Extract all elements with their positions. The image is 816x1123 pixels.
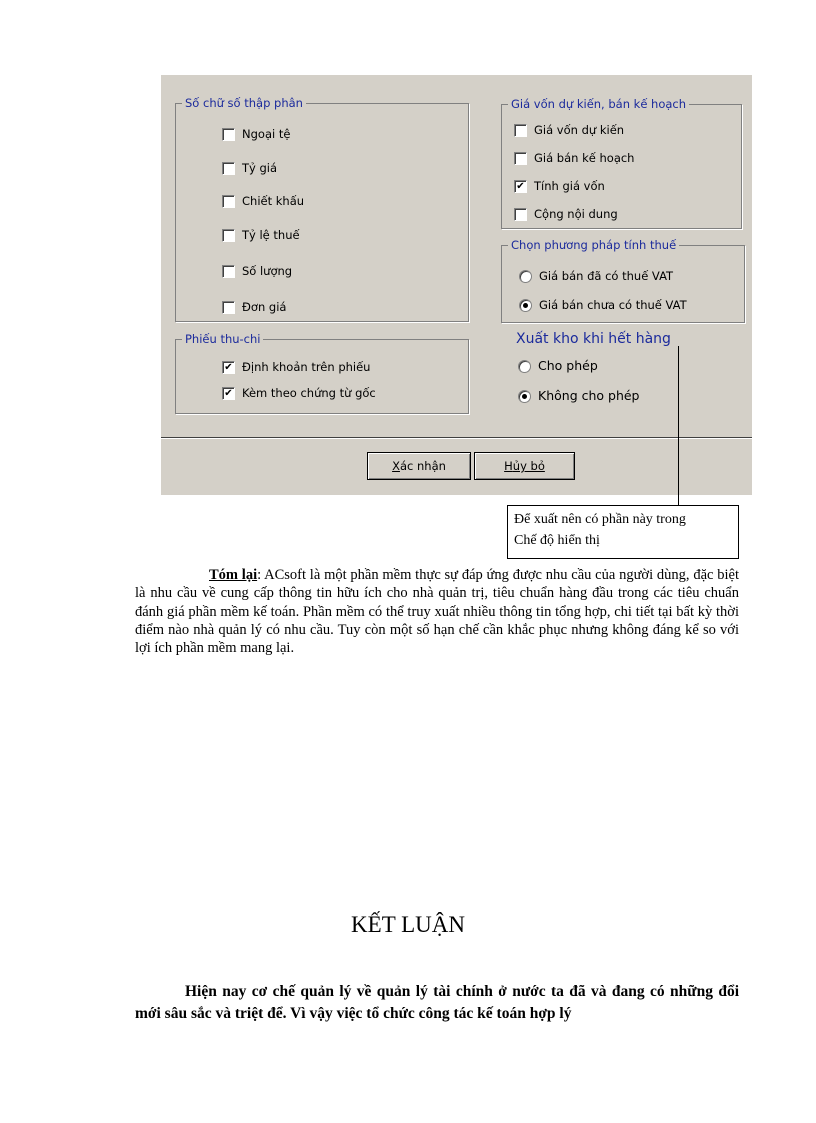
confirm-button[interactable] <box>367 452 471 480</box>
options-dialog <box>161 75 752 495</box>
checkbox-discount[interactable] <box>222 194 304 208</box>
dialog-separator <box>161 437 752 439</box>
callout-note <box>507 505 739 559</box>
checkbox-label: Giá bán kế hoạch <box>534 151 635 165</box>
checkbox-quantity[interactable] <box>222 264 292 278</box>
checkbox-planned-price[interactable] <box>514 151 634 165</box>
voucher-group <box>175 332 469 414</box>
cancel-accelerator: H <box>504 459 513 473</box>
checkbox-posting-on-voucher[interactable] <box>222 360 370 374</box>
checkbox-box[interactable] <box>222 162 235 175</box>
checkbox-label: Giá vốn dự kiến <box>534 123 625 137</box>
checkbox-label: Đơn giá <box>242 300 287 314</box>
confirm-accelerator: X <box>392 459 400 473</box>
radio-price-without-vat[interactable] <box>519 298 687 312</box>
decimal-places-group <box>175 96 469 322</box>
callout-line-1: Để xuất nên có phần này trong <box>514 512 686 527</box>
summary-text: : ACsoft là một phần mềm thực sự đáp ứng được nhu cầu của người dùng, đặc biệt là nhu cầu về cung cấp thông tin hữu ích cho nhà quản trị, tiêu chuẩn hàng đầu trong các tiêu chuẩn đánh giá phần mềm kế toán. Phần mềm có thể truy xuất nhiều thông tin tổng hợp, chi tiết tại bất kỳ thời điểm nào nhà quản lý có nhu cầu. Tuy còn một số hạn chế cần khắc phục nhưng không đáng kể so với lợi ích phần mềm mang lại. <box>135 567 739 657</box>
checkbox-label: Định khoản trên phiếu <box>242 360 371 374</box>
checkbox-tax-rate[interactable] <box>222 228 300 242</box>
cost-price-group <box>501 97 742 229</box>
confirm-label: ác nhận <box>399 459 446 473</box>
checkbox-box[interactable] <box>222 265 235 278</box>
radio-label: Giá bán chưa có thuế VAT <box>539 298 687 312</box>
checkbox-box[interactable] <box>514 152 527 165</box>
radio-button[interactable] <box>518 360 531 373</box>
checkbox-label: Tính giá vốn <box>534 179 605 193</box>
callout-line-2: Chế độ hiển thị <box>514 533 600 548</box>
checkbox-label: Tỷ giá <box>242 161 278 175</box>
radio-allow[interactable] <box>518 359 598 373</box>
tax-method-title: Chọn phương pháp tính thuế <box>508 238 679 252</box>
checkbox-label: Chiết khấu <box>242 194 305 208</box>
checkbox-box[interactable] <box>222 195 235 208</box>
summary-lead: Tóm lại <box>209 567 258 583</box>
cancel-button[interactable] <box>474 452 575 480</box>
checkbox-unit-price[interactable] <box>222 300 286 314</box>
radio-label: Cho phép <box>538 358 598 373</box>
checkbox-box[interactable]: ✔ <box>222 361 235 374</box>
conclusion-paragraph: Hiện nay cơ chế quản lý về quản lý tài chính ở nước ta đã và đang có những đổi mới sâu sắc và triệt để. Vì vậy việc tổ chức công tác kế toán hợp lý <box>135 983 739 1022</box>
checkbox-label: Kèm theo chứng từ gốc <box>242 386 376 400</box>
checkbox-label: Ngoại tệ <box>242 127 291 141</box>
voucher-title: Phiếu thu-chi <box>182 332 263 346</box>
checkbox-attach-original[interactable] <box>222 386 376 400</box>
radio-disallow[interactable] <box>518 389 640 403</box>
stock-out-title: Xuất kho khi hết hàng <box>516 331 671 347</box>
decimal-places-title: Số chữ số thập phân <box>182 96 306 110</box>
cancel-label: ủy bỏ <box>512 459 545 473</box>
checkbox-compute-cost[interactable] <box>514 179 605 193</box>
checkbox-foreign-currency[interactable] <box>222 127 290 141</box>
callout-pointer-line <box>678 346 679 506</box>
checkbox-label: Cộng nội dung <box>534 207 618 221</box>
checkbox-box[interactable] <box>514 124 527 137</box>
checkbox-box[interactable]: ✔ <box>222 387 235 400</box>
checkbox-expected-cost[interactable] <box>514 123 624 137</box>
tax-method-group <box>501 238 745 323</box>
checkbox-box[interactable] <box>222 128 235 141</box>
radio-button[interactable] <box>519 270 532 283</box>
checkbox-box[interactable] <box>222 301 235 314</box>
checkbox-box[interactable] <box>514 208 527 221</box>
checkbox-box[interactable] <box>222 229 235 242</box>
conclusion-heading: KẾT LUẬN <box>351 912 465 937</box>
checkbox-add-content[interactable] <box>514 207 618 221</box>
checkbox-exchange-rate[interactable] <box>222 161 277 175</box>
radio-button[interactable] <box>519 299 532 312</box>
radio-button[interactable] <box>518 390 531 403</box>
cost-price-title: Giá vốn dự kiến, bán kế hoạch <box>508 97 689 111</box>
checkbox-label: Số lượng <box>242 264 293 278</box>
radio-label: Không cho phép <box>538 388 640 403</box>
checkbox-box[interactable]: ✔ <box>514 180 527 193</box>
radio-label: Giá bán đã có thuế VAT <box>539 269 674 283</box>
checkbox-label: Tỷ lệ thuế <box>242 228 300 242</box>
radio-price-with-vat[interactable] <box>519 269 673 283</box>
summary-paragraph <box>135 566 739 657</box>
